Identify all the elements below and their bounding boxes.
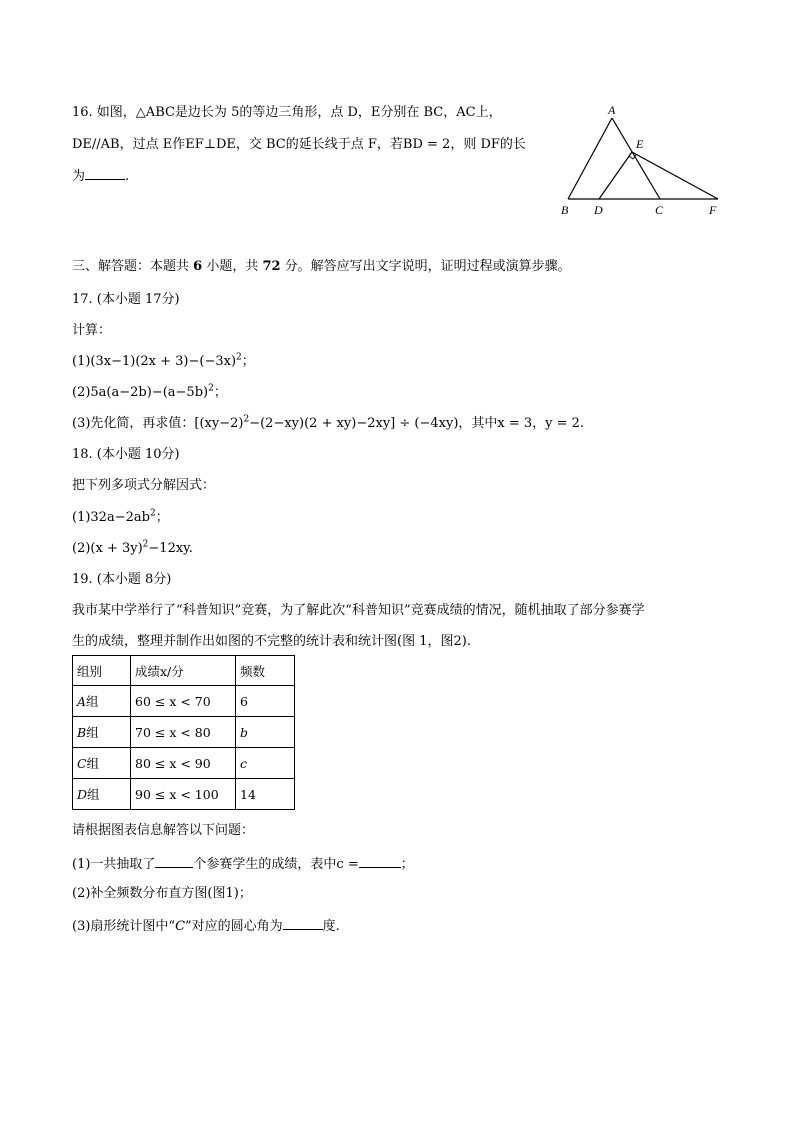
q19-sub3-letter: C bbox=[175, 919, 186, 934]
q18-part1 bbox=[72, 510, 169, 526]
table-header-cell: 成绩x/分 bbox=[131, 656, 236, 686]
q17-part1-expr: (1)(3x−1)(2x + 3)−(−3x) bbox=[72, 354, 237, 369]
q17-part3 bbox=[72, 416, 584, 432]
group-suffix: 组 bbox=[86, 725, 99, 740]
label-c: C bbox=[655, 203, 664, 217]
section-question-count: 6 bbox=[193, 259, 203, 274]
section-title bbox=[72, 259, 571, 275]
section-title-a: 三、解答题：本题共 bbox=[72, 259, 194, 274]
q19-instructions: 请根据图表信息解答以下问题： bbox=[72, 823, 255, 838]
label-b: B bbox=[561, 203, 569, 217]
q18-part2-exponent: 2 bbox=[142, 539, 149, 550]
group-letter: B bbox=[77, 725, 87, 740]
label-a: A bbox=[608, 103, 616, 117]
section-total-score: 72 bbox=[262, 259, 281, 274]
q18-part1-end: ； bbox=[155, 510, 169, 525]
triangle-figure bbox=[556, 100, 731, 225]
table-cell-range: 70 ≤ x < 80 bbox=[131, 717, 236, 748]
table-cell-group bbox=[73, 748, 131, 779]
group-letter: C bbox=[77, 756, 87, 771]
group-suffix: 组 bbox=[86, 694, 99, 709]
q18-part2-expr: (2)(x + 3y) bbox=[72, 541, 143, 556]
table-cell-group bbox=[73, 779, 131, 810]
score-table bbox=[72, 655, 295, 810]
table-header-row bbox=[73, 656, 295, 686]
q18-part2-end: −12xy. bbox=[148, 541, 193, 556]
group-suffix: 组 bbox=[86, 756, 100, 771]
q18-part1-expr: (1)32a−2ab bbox=[72, 510, 150, 525]
q17-part2-exponent: 2 bbox=[208, 383, 214, 394]
table-header-cell: 频数 bbox=[236, 656, 295, 686]
q16-line2: DE//AB，过点 E作EF⊥DE，交 BC的延长线于点 F，若BD = 2，则 DF的长 bbox=[72, 137, 526, 152]
table-cell-freq: 6 bbox=[236, 686, 295, 717]
label-f: F bbox=[709, 203, 717, 217]
q19-sub3-blank bbox=[283, 917, 323, 930]
q19-sub3-text-b: ”对应的圆心角为 bbox=[185, 919, 283, 934]
q16-line3-text: 为 bbox=[72, 169, 86, 184]
q19-para1: 我市某中学举行了“科普知识”竞赛，为了解此次“科普知识”竞赛成绩的情况，随机抽取了部分参赛学 bbox=[72, 603, 645, 618]
q16-line3 bbox=[72, 167, 129, 185]
table-cell-group bbox=[73, 686, 131, 717]
q17-part1 bbox=[72, 354, 255, 370]
q16-answer-blank bbox=[85, 167, 125, 180]
q19-para2: 生的成绩，整理并制作出如图的不完整的统计表和统计图(图 1，图2). bbox=[72, 634, 471, 649]
table-row bbox=[73, 779, 295, 810]
table-cell-group bbox=[73, 717, 131, 748]
q17-part1-exponent: 2 bbox=[236, 352, 242, 363]
section-title-b: 小题，共 bbox=[202, 259, 263, 274]
q19-sub3-text-a: (3)扇形统计图中“ bbox=[72, 919, 176, 934]
q19-sub1-text-c: ； bbox=[400, 857, 414, 872]
segment-ef bbox=[632, 152, 718, 199]
q17-part2 bbox=[72, 385, 227, 401]
q18-part1-exponent: 2 bbox=[149, 508, 156, 519]
q19-sub1-blank-c bbox=[359, 855, 401, 868]
segment-ab bbox=[568, 118, 612, 199]
label-e: E bbox=[636, 137, 644, 151]
q17-part3-end: −(2−xy)(2 + xy)−2xy] ÷ (−4xy)，其中x = 3，y = 2. bbox=[249, 416, 585, 431]
q19-sub1-text-b: 个参赛学生的成绩，表中c = bbox=[193, 857, 359, 872]
q18-header: 18. (本小题 10分) bbox=[72, 447, 180, 462]
q17-part2-end: ； bbox=[213, 385, 227, 400]
table-row bbox=[73, 748, 295, 779]
table-cell-freq: b bbox=[236, 717, 295, 748]
q17-part3-expr: (3)先化简，再求值：[(xy−2) bbox=[72, 416, 244, 431]
q17-part3-exponent: 2 bbox=[243, 414, 250, 425]
label-d: D bbox=[594, 203, 603, 217]
q17-header: 17. (本小题 17分) bbox=[72, 292, 180, 307]
table-row bbox=[73, 717, 295, 748]
table-cell-freq: c bbox=[236, 748, 295, 779]
q17-prompt: 计算： bbox=[72, 323, 112, 338]
group-letter: A bbox=[77, 694, 87, 709]
table-cell-range: 60 ≤ x < 70 bbox=[131, 686, 236, 717]
table-cell-range: 90 ≤ x < 100 bbox=[131, 779, 236, 810]
q19-sub2: (2)补全频数分布直方图(图1)； bbox=[72, 886, 252, 901]
q18-part2 bbox=[72, 541, 193, 557]
q17-part1-end: ； bbox=[241, 354, 255, 369]
q17-part2-expr: (2)5a(a−2b)−(a−5b) bbox=[72, 385, 209, 400]
group-suffix: 组 bbox=[87, 787, 100, 802]
table-header-cell: 组别 bbox=[73, 656, 131, 686]
q19-sub1 bbox=[72, 855, 414, 873]
q19-header: 19. (本小题 8分) bbox=[72, 572, 172, 587]
q19-sub3 bbox=[72, 917, 340, 935]
q16-line1: 16. 如图，△ABC是边长为 5的等边三角形，点 D，E分别在 BC，AC上， bbox=[72, 105, 502, 120]
group-letter: D bbox=[77, 787, 88, 802]
table-cell-range: 80 ≤ x < 90 bbox=[131, 748, 236, 779]
q19-sub1-text-a: (1)一共抽取了 bbox=[72, 857, 156, 872]
q16-line3-end: . bbox=[125, 169, 130, 184]
table-cell-freq: 14 bbox=[236, 779, 295, 810]
q18-prompt: 把下列多项式分解因式： bbox=[72, 478, 216, 493]
segment-de bbox=[599, 152, 632, 199]
segment-ac bbox=[612, 118, 660, 199]
q19-sub1-blank-count bbox=[155, 855, 193, 868]
table-row bbox=[73, 686, 295, 717]
section-title-c: 分。解答应写出文字说明，证明过程或演算步骤。 bbox=[280, 259, 571, 274]
q19-sub3-text-d: 度. bbox=[322, 919, 340, 934]
